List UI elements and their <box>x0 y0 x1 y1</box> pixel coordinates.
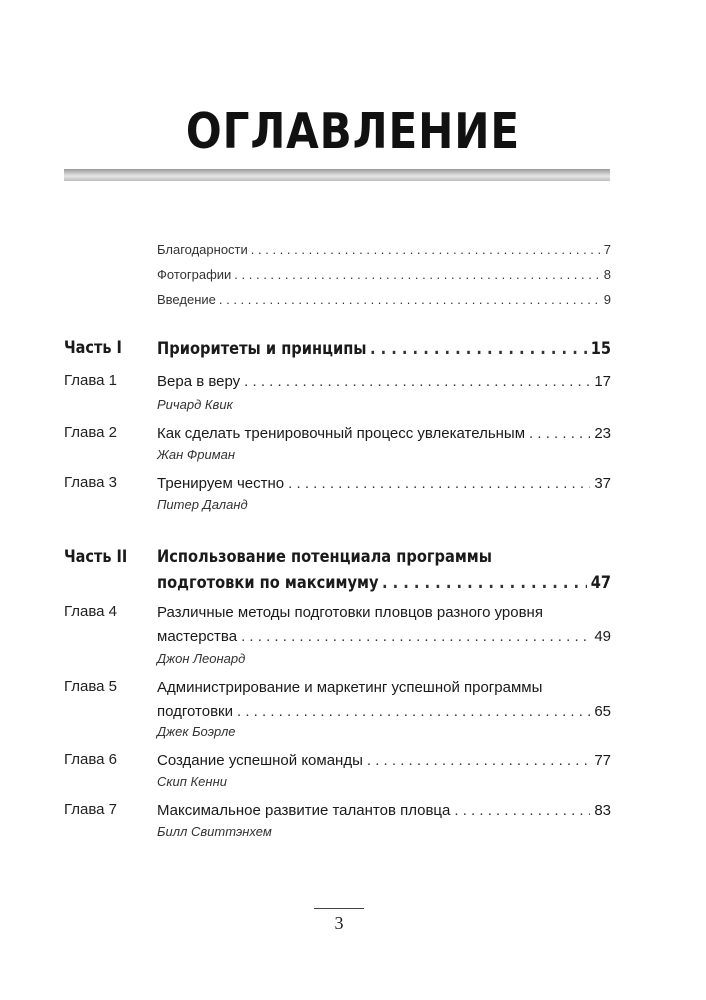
chapter-title: Администрирование и маркетинг успешной программы <box>157 679 543 696</box>
page-number: 3 <box>334 913 344 933</box>
chapter-title-continued: подготовки <box>157 703 233 720</box>
chapter-author: Питер Даланд <box>157 497 248 512</box>
chapter-title: Тренируем честно <box>157 475 285 492</box>
chapter-label: Глава 3 <box>64 474 118 491</box>
chapter-author: Джек Боэрле <box>157 724 236 739</box>
chapter-page: 83 <box>594 802 611 819</box>
dot-leader <box>370 336 587 362</box>
chapter-entry[interactable] <box>157 799 611 823</box>
part-page: 47 <box>590 573 612 593</box>
chapter-entry[interactable] <box>157 370 611 394</box>
part-title-entry[interactable] <box>157 544 611 596</box>
part-label: Часть I <box>64 338 122 358</box>
dot-leader <box>382 570 587 596</box>
chapter-title-continued: мастерства <box>157 628 238 645</box>
toc-entry-page: 7 <box>603 242 611 257</box>
dot-leader <box>288 472 590 496</box>
chapter-title: Максимальное развитие талантов пловца <box>157 802 451 819</box>
chapter-entry[interactable] <box>157 422 611 446</box>
chapter-title: Вера в веру <box>157 373 241 390</box>
dot-leader <box>251 242 601 257</box>
title-rule <box>64 169 610 181</box>
chapter-entry[interactable] <box>157 676 611 724</box>
toc-entry-title: Благодарности <box>157 242 248 257</box>
chapter-author: Жан Фриман <box>157 447 236 462</box>
chapter-page: 49 <box>594 628 611 645</box>
part-title-entry[interactable] <box>157 336 611 362</box>
chapter-label: Глава 4 <box>64 603 118 620</box>
chapter-label: Глава 5 <box>64 678 118 695</box>
chapter-entry[interactable] <box>157 601 611 649</box>
toc-entry-acknowledgements[interactable] <box>157 242 611 257</box>
chapter-page: 77 <box>594 752 611 769</box>
dot-leader <box>237 700 590 724</box>
part-title: Приоритеты и принципы <box>157 339 367 359</box>
chapter-entry[interactable] <box>157 749 611 773</box>
dot-leader <box>529 422 590 446</box>
page-title: ОГЛАВЛЕНИЕ <box>185 103 521 160</box>
chapter-label: Глава 6 <box>64 751 118 768</box>
chapter-page: 65 <box>594 703 611 720</box>
chapter-page: 37 <box>594 475 611 492</box>
toc-entry-page: 8 <box>603 267 611 282</box>
chapter-label: Глава 7 <box>64 801 118 818</box>
chapter-label: Глава 2 <box>64 424 118 441</box>
part-title-continued: подготовки по максимуму <box>157 573 379 593</box>
dot-leader <box>219 292 601 307</box>
toc-entry-title: Введение <box>157 292 216 307</box>
toc-entry-introduction[interactable] <box>157 292 611 307</box>
dot-leader <box>241 625 590 649</box>
part-title: Использование потенциала программы <box>157 547 492 567</box>
chapter-author: Ричард Квик <box>157 397 233 412</box>
chapter-title: Различные методы подготовки пловцов разного уровня <box>157 604 543 621</box>
chapter-page: 23 <box>594 425 611 442</box>
chapter-title: Как сделать тренировочный процесс увлекательным <box>157 425 526 442</box>
toc-entry-page: 9 <box>603 292 611 307</box>
toc-entry-title: Фотографии <box>157 267 232 282</box>
chapter-title: Создание успешной команды <box>157 752 363 769</box>
dot-leader <box>454 799 590 823</box>
part-page: 15 <box>590 339 612 359</box>
chapter-page: 17 <box>594 373 611 390</box>
dot-leader <box>367 749 590 773</box>
chapter-author: Скип Кенни <box>157 774 227 789</box>
chapter-author: Джон Леонард <box>157 651 246 666</box>
chapter-entry[interactable] <box>157 472 611 496</box>
page-number-rule <box>314 908 364 909</box>
chapter-label: Глава 1 <box>64 372 118 389</box>
toc-entry-photos[interactable] <box>157 267 611 282</box>
dot-leader <box>234 267 600 282</box>
chapter-author: Билл Свиттэнхем <box>157 824 272 839</box>
part-label: Часть II <box>64 547 128 567</box>
dot-leader <box>244 370 590 394</box>
